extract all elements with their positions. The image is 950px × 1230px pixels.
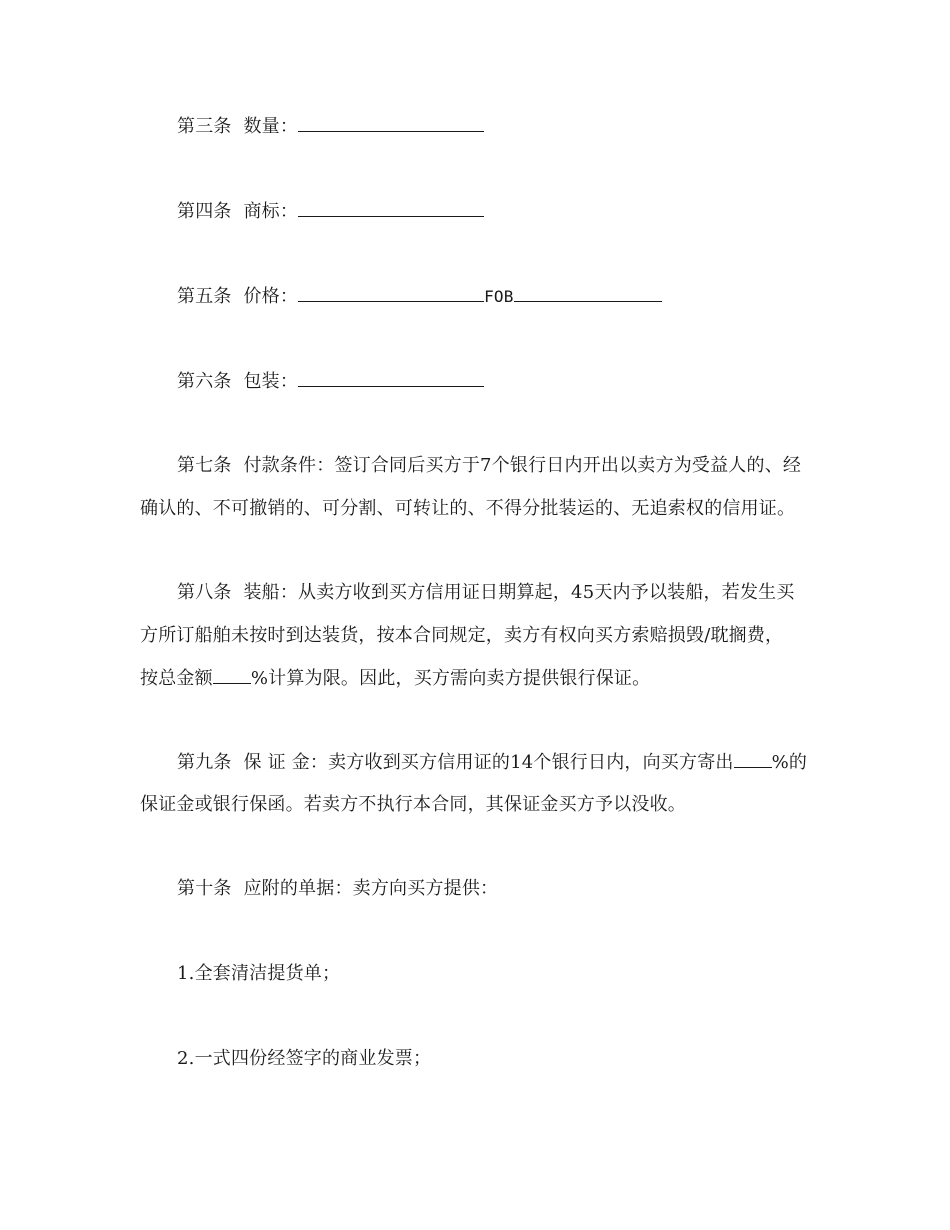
clause-6-label: 包装： bbox=[243, 371, 299, 392]
price-blank-2 bbox=[514, 284, 662, 302]
clause-6-heading: 第六条 bbox=[177, 371, 232, 392]
price-blank-1 bbox=[298, 284, 484, 302]
clause-3 bbox=[0, 114, 950, 139]
clause-10-label: 应附的单据：卖方向买方提供： bbox=[243, 878, 499, 899]
quantity-blank bbox=[298, 114, 484, 132]
fob-term: FOB bbox=[484, 287, 514, 306]
list-item bbox=[0, 962, 950, 986]
clause-9-text-1b: %的 bbox=[771, 752, 808, 773]
clause-10 bbox=[0, 877, 950, 901]
clause-5-label: 价格： bbox=[243, 286, 299, 307]
clause-8-line-3 bbox=[0, 666, 950, 691]
clause-7-text-1: 付款条件：签订合同后买方于7个银行日内开出以卖方为受益人的、经 bbox=[243, 455, 802, 476]
clause-3-heading: 第三条 bbox=[177, 116, 232, 137]
clause-4-heading: 第四条 bbox=[177, 201, 232, 222]
clause-9-line-1 bbox=[0, 750, 950, 775]
trademark-blank bbox=[298, 199, 484, 217]
clause-5 bbox=[0, 284, 950, 309]
clause-8-heading: 第八条 bbox=[177, 582, 232, 603]
clause-4-label: 商标： bbox=[243, 201, 299, 222]
clause-8-text-3a: 按总金额 bbox=[140, 668, 213, 689]
clause-3-label: 数量： bbox=[243, 116, 299, 137]
packing-blank bbox=[298, 369, 484, 387]
clause-5-heading: 第五条 bbox=[177, 286, 232, 307]
clause-8-text-3b: %计算为限。因此，买方需向卖方提供银行保证。 bbox=[250, 668, 651, 689]
list-item bbox=[0, 1047, 950, 1071]
clause-9-heading: 第九条 bbox=[177, 752, 232, 773]
clause-8-line-1 bbox=[0, 581, 950, 605]
total-amount-percent-blank bbox=[213, 666, 251, 684]
list-item-text: 一式四份经签字的商业发票； bbox=[194, 1048, 432, 1069]
clause-9-text-1a: 保 证 金：卖方收到买方信用证的14个银行日内，向买方寄出 bbox=[243, 752, 734, 773]
clause-7-text-2: 确认的、不可撤销的、可分割、可转让的、不得分批装运的、无追索权的信用证。 bbox=[140, 498, 796, 519]
clause-7-heading: 第七条 bbox=[177, 455, 232, 476]
clause-8-text-1: 装船：从卖方收到买方信用证日期算起，45天内予以装船，若发生买 bbox=[243, 582, 795, 603]
list-item-text: 全套清洁提货单； bbox=[194, 963, 341, 984]
list-item-number: 2. bbox=[177, 1048, 195, 1069]
deposit-percent-blank bbox=[734, 750, 772, 768]
clause-6 bbox=[0, 369, 950, 394]
clause-7-line-2 bbox=[0, 497, 950, 521]
clause-9-text-2: 保证金或银行保函。若卖方不执行本合同，其保证金买方予以没收。 bbox=[140, 794, 686, 815]
clause-4 bbox=[0, 199, 950, 224]
clause-10-heading: 第十条 bbox=[177, 878, 232, 899]
list-item-number: 1. bbox=[177, 963, 195, 984]
clause-8-line-2 bbox=[0, 624, 950, 648]
clause-9-line-2 bbox=[0, 793, 950, 817]
clause-7-line-1 bbox=[0, 454, 950, 478]
clause-8-text-2: 方所订船舶未按时到达装货，按本合同规定，卖方有权向买方索赔损毁/耽搁费， bbox=[140, 625, 784, 646]
